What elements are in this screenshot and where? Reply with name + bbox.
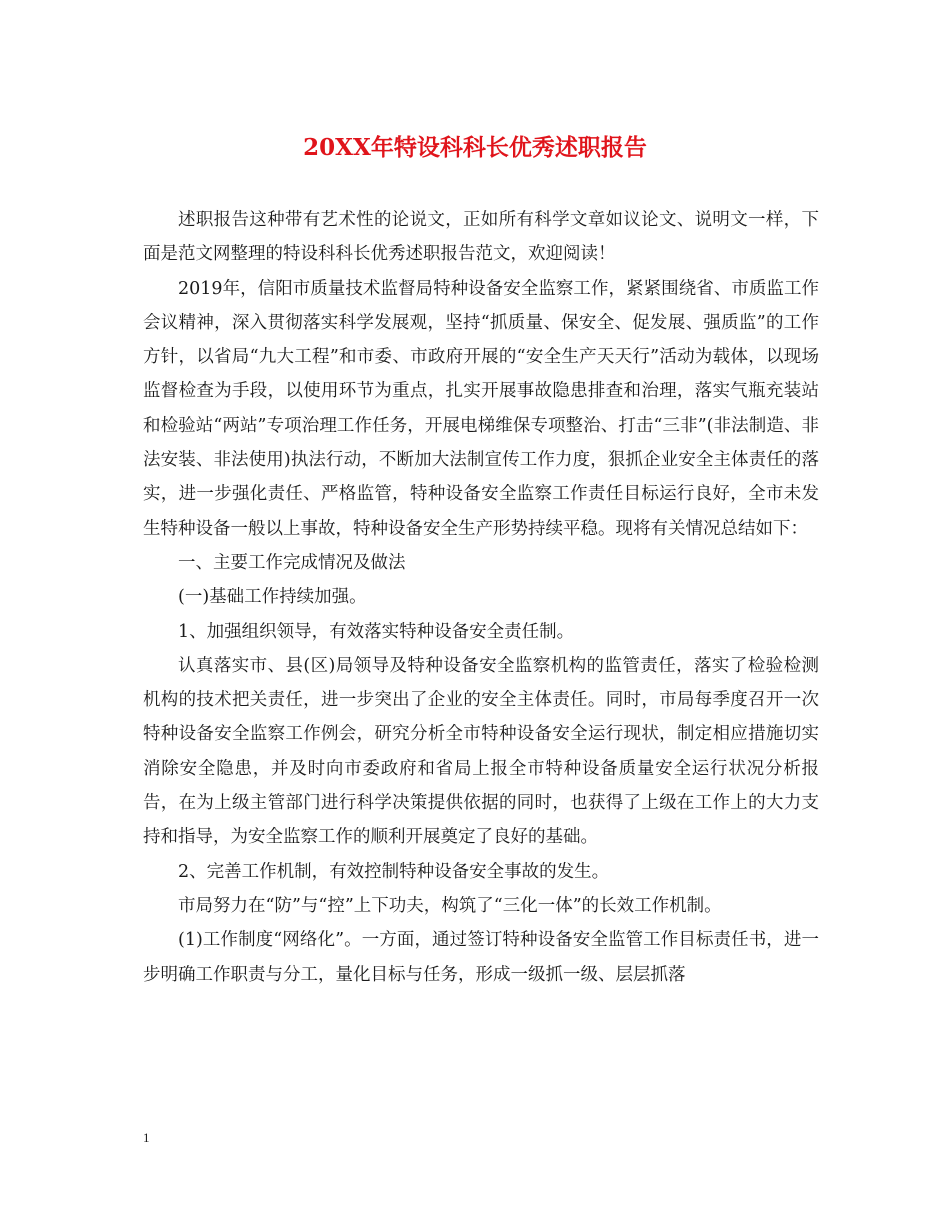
paragraph: 认真落实市、县(区)局领导及特种设备安全监察机构的监管责任，落实了检验检测机构的技术把关责任，进一步突出了企业的安全主体责任。同时，市局每季度召开一次特种设备安全监察工作例会，研究分析全市特种设备安全运行现状，制定相应措施切实消除安全隐患，并及时向市委政府和省局上报全市特种设备质量安全运行状况分析报告，在为上级主管部门进行科学决策提供依据的同时，也获得了上级在工作上的大力支持和指导，为安全监察工作的顺利开展奠定了良好的基础。 xyxy=(143,655,819,848)
paragraph: 市局努力在“防”与“控”上下功夫，构筑了“三化一体”的长效工作机制。 xyxy=(178,895,722,916)
document-title: 20XX年特设科科长优秀述职报告 xyxy=(303,134,647,161)
item-heading: 2、完善工作机制，有效控制特种设备安全事故的发生。 xyxy=(178,861,610,882)
item-heading: 1、加强组织领导，有效落实特种设备安全责任制。 xyxy=(178,621,575,642)
page-number: 1 xyxy=(143,1130,150,1145)
paragraph: (1)工作制度“网络化”。一方面，通过签订特种设备安全监管工作目标责任书，进一步明确工作职责与分工，量化目标与任务，形成一级抓一级、层层抓落 xyxy=(143,930,819,985)
subsection-heading: (一)基础工作持续加强。 xyxy=(178,587,367,608)
paragraph: 2019年，信阳市质量技术监督局特种设备安全监察工作，紧紧围绕省、市质监工作会议精神，深入贯彻落实科学发展观，坚持“抓质量、保安全、促发展、强质监”的工作方针，以省局“九大工程”和市委、市政府开展的“安全生产天天行”活动为载体，以现场监督检查为手段，以使用环节为重点，扎实开展事故隐患排查和治理，落实气瓶充装站和检验站“两站”专项治理工作任务，开展电梯维保专项整治、打击“三非”(非法制造、非法安装、非法使用)执法行动，不断加大法制宣传工作力度，狠抓企业安全主体责任的落实，进一步强化责任、严格监管，特种设备安全监察工作责任目标运行良好，全市未发生特种设备一般以上事故，特种设备安全生产形势持续平稳。现将有关情况总结如下： xyxy=(143,278,819,539)
paragraph: 述职报告这种带有艺术性的论说文，正如所有科学文章如议论文、说明文一样，下面是范文网整理的特设科科长优秀述职报告范文，欢迎阅读！ xyxy=(143,210,819,265)
document-body xyxy=(143,203,819,992)
section-heading: 一、主要工作完成情况及做法 xyxy=(178,552,406,573)
